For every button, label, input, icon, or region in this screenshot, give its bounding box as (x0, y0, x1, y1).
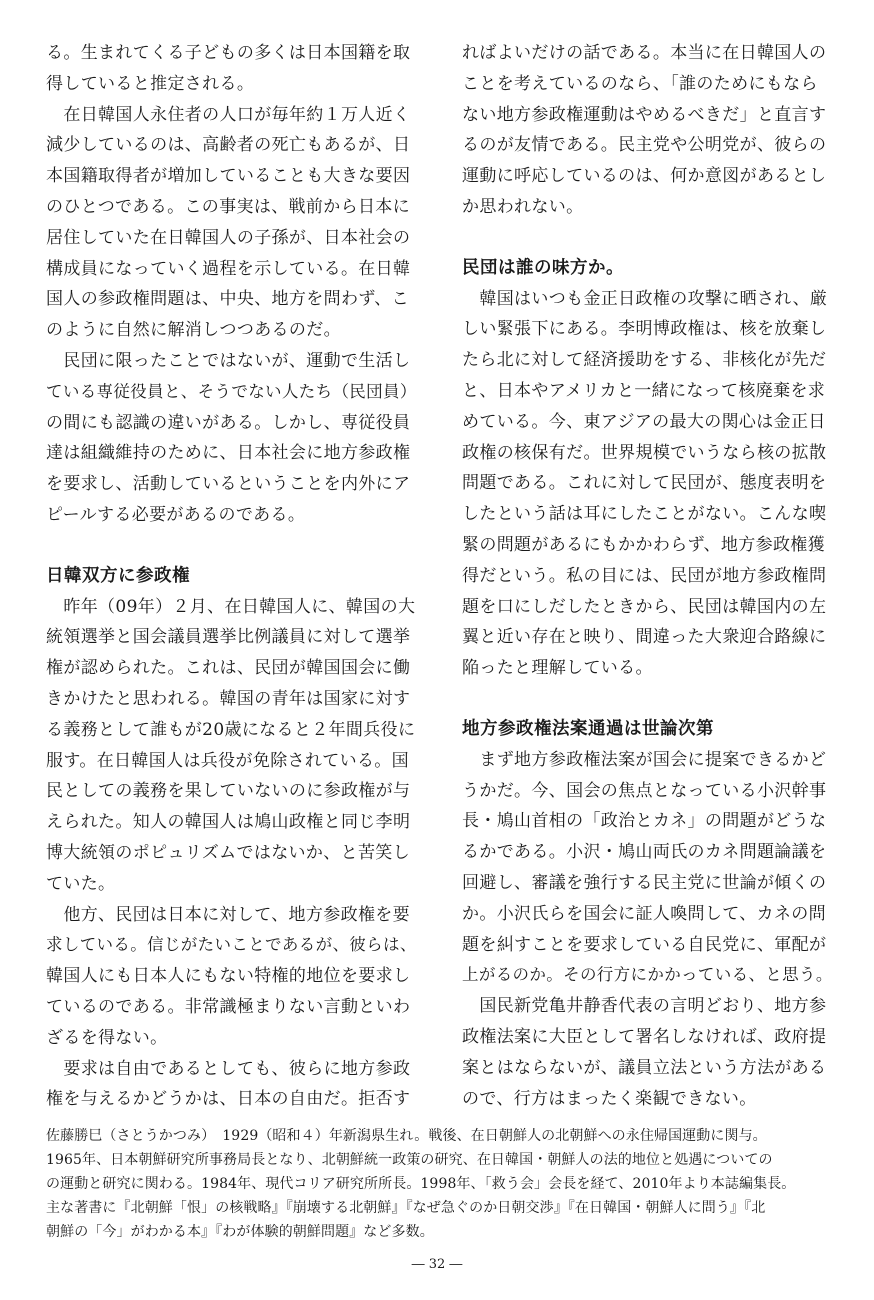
text-line: ているのである。非常識極まりない言動といわ (46, 996, 411, 1017)
paragraph (46, 1054, 418, 1116)
text-line: 上がるのか。その行方にかかっている、と思う。 (462, 965, 833, 985)
section-heading: 日韓双方に参政権 (46, 565, 190, 586)
text-line: 政権法案に大臣として署名しなければ、政府提 (462, 1026, 827, 1047)
text-line: 運動に呼応しているのは、何か意図があるとし (462, 166, 827, 187)
text-line: ればよいだけの話である。本当に在日韓国人の (462, 43, 827, 63)
paragraph (46, 100, 418, 346)
text-line: したという話は耳にしたことがない。こんな喫 (462, 504, 827, 525)
text-line: 本国籍取得者が増加していることも大きな要因 (46, 166, 411, 187)
text-line: 博大統領のポピュリズムではないか、と苦笑し (46, 842, 411, 863)
left-column (46, 38, 418, 1115)
text-line: しい緊張下にある。李明博政権は、核を放棄し (462, 319, 827, 340)
text-line: と、日本やアメリカと一緒になって核廃棄を求 (462, 380, 826, 401)
text-line: 国民新党亀井静香代表の言明どおり、地方参 (462, 996, 827, 1017)
text-line: 達は組織維持のために、日本社会に地方参政権 (46, 443, 411, 464)
text-line: 昨年（09年）２月、在日韓国人に、韓国の大 (46, 596, 416, 617)
text-line: 国人の参政権問題は、中央、地方を問わず、こ (46, 289, 409, 310)
text-line: きかけたと思われる。韓国の青年は国家に対す (46, 688, 411, 709)
text-line: る義務として誰もが20歳になると２年間兵役に (46, 719, 416, 740)
text-line: の間にも認識の違いがある。しかし、専従役員 (46, 412, 411, 433)
bio-line: の運動と研究に関わる。1984年、現代コリア研究所所長。1998年、「救う会」会長を経て、2010年より本誌編集長。 (46, 1176, 796, 1192)
text-line: 得していると推定される。 (46, 73, 255, 94)
text-line: 題を糾すことを要求している自民党に、軍配が (462, 934, 827, 955)
text-line: るのが友情である。民主党や公明党が、彼らの (462, 135, 827, 156)
paragraph (46, 592, 418, 900)
text-line: のように自然に解消しつつあるのだ。 (46, 320, 341, 341)
text-line: 政権の核保有だ。世界規模でいうなら核の拡散 (462, 442, 827, 463)
paragraph (46, 346, 418, 531)
text-line: ていた。 (46, 873, 116, 894)
text-line: ない地方参政権運動はやめるべきだ」と直言す (462, 104, 827, 125)
text-line: 得だという。私の目には、民団が地方参政権問 (462, 565, 827, 586)
author-bio (46, 1124, 836, 1244)
bio-line: 朝鮮の「今」がわかる本』『わが体験的朝鮮問題』など多数。 (46, 1224, 434, 1240)
bio-line: 1965年、日本朝鮮研究所事務局長となり、北朝鮮統一政策の研究、在日韓国・朝鮮人の法的地位と処遇についての (46, 1152, 773, 1168)
bio-line: 主な著書に『北朝鮮「恨」の核戦略』『崩壊する北朝鮮』『なぜ急ぐのか日朝交渉』『在日韓国・朝鮮人に問う』『北 (46, 1200, 766, 1216)
text-line: ので、行方はまったく楽観できない。 (462, 1088, 757, 1109)
paragraph (46, 38, 418, 100)
text-line: か。小沢氏らを国会に証人喚問して、カネの問 (462, 903, 827, 924)
text-line: うかだ。今、国会の焦点となっている小沢幹事 (462, 780, 827, 801)
text-line: のひとつである。この事実は、戦前から日本に (46, 196, 411, 217)
paragraph (462, 38, 834, 223)
text-line: 長・鳩山首相の「政治とカネ」の問題がどうな (462, 811, 827, 832)
text-line: 減少しているのは、高齢者の死亡もあるが、日 (46, 135, 411, 156)
text-line: る。生まれてくる子どもの多くは日本国籍を取 (46, 43, 411, 63)
text-line: えられた。知人の韓国人は鳩山政権と同じ李明 (46, 812, 411, 833)
text-line: 服す。在日韓国人は兵役が免除されている。国 (46, 750, 409, 771)
text-line: 構成員になっていく過程を示している。在日韓 (46, 258, 411, 279)
bio-line: 佐藤勝巳（さとうかつみ） 1929（昭和４）年新潟県生れ。戦後、在日朝鮮人の北朝鮮への永住帰国運動に関与。 (46, 1128, 767, 1144)
text-line: たら北に対して経済援助をする、非核化が先だ (462, 350, 827, 371)
section-heading: 地方参政権法案通過は世論次第 (462, 718, 714, 739)
text-line: るかである。小沢・鳩山両氏のカネ問題論議を (462, 842, 827, 863)
text-line: 権を与えるかどうかは、日本の自由だ。拒否す (46, 1089, 411, 1110)
paragraph (462, 991, 834, 1114)
text-line: 回避し、審議を強行する民主党に世論が傾くの (462, 872, 827, 893)
text-line: 統領選挙と国会議員選挙比例議員に対して選挙 (46, 627, 411, 648)
text-line: 陥ったと理解している。 (462, 658, 653, 679)
text-line: 権が認められた。これは、民団が韓国国会に働 (46, 658, 411, 679)
paragraph (462, 284, 834, 684)
text-line: 緊の問題があるにもかかわらず、地方参政権獲 (462, 534, 825, 555)
page-number: ― 32 ― (411, 1257, 463, 1272)
text-line: 題を口にしだしたときから、民団は韓国内の左 (462, 596, 827, 617)
text-line: ことを考えているのなら、「誰のためにもなら (462, 73, 818, 94)
text-line: 求している。信じがたいことであるが、彼らは、 (46, 935, 417, 955)
text-line: まず地方参政権法案が国会に提案できるかど (462, 749, 827, 770)
text-line: 在日韓国人永住者の人口が毎年約１万人近く (46, 104, 411, 125)
right-column (462, 38, 834, 1114)
text-line: 案とはならないが、議員立法という方法がある (462, 1057, 827, 1078)
text-line: ピールする必要があるのである。 (46, 504, 306, 525)
text-line: ざるを得ない。 (46, 1027, 168, 1048)
text-line: 民としての義務を果していないのに参政権が与 (46, 781, 411, 802)
text-line: 他方、民団は日本に対して、地方参政権を要 (46, 904, 411, 925)
text-line: 居住していた在日韓国人の子孫が、日本社会の (46, 227, 411, 248)
text-line: か思われない。 (462, 196, 584, 217)
text-line: を要求し、活動しているということを内外にア (46, 474, 411, 495)
section-heading: 民団は誰の味方か。 (462, 257, 624, 278)
text-line: 民団に限ったことではないが、運動で生活し (46, 350, 411, 371)
text-line: ている専従役員と、そうでない人たち（民団員） (46, 381, 417, 401)
text-line: 韓国人にも日本人にもない特権的地位を要求し (46, 966, 411, 987)
text-line: 韓国はいつも金正日政権の攻撃に晒され、厳 (462, 288, 828, 309)
text-line: 要求は自由であるとしても、彼らに地方参政 (46, 1058, 411, 1079)
paragraph (462, 745, 834, 991)
paragraph (46, 900, 418, 1054)
text-line: 問題である。これに対して民団が、態度表明を (462, 473, 827, 494)
text-line: めている。今、東アジアの最大の関心は金正日 (462, 411, 826, 432)
text-line: 翼と近い存在と映り、間違った大衆迎合路線に (462, 627, 827, 648)
